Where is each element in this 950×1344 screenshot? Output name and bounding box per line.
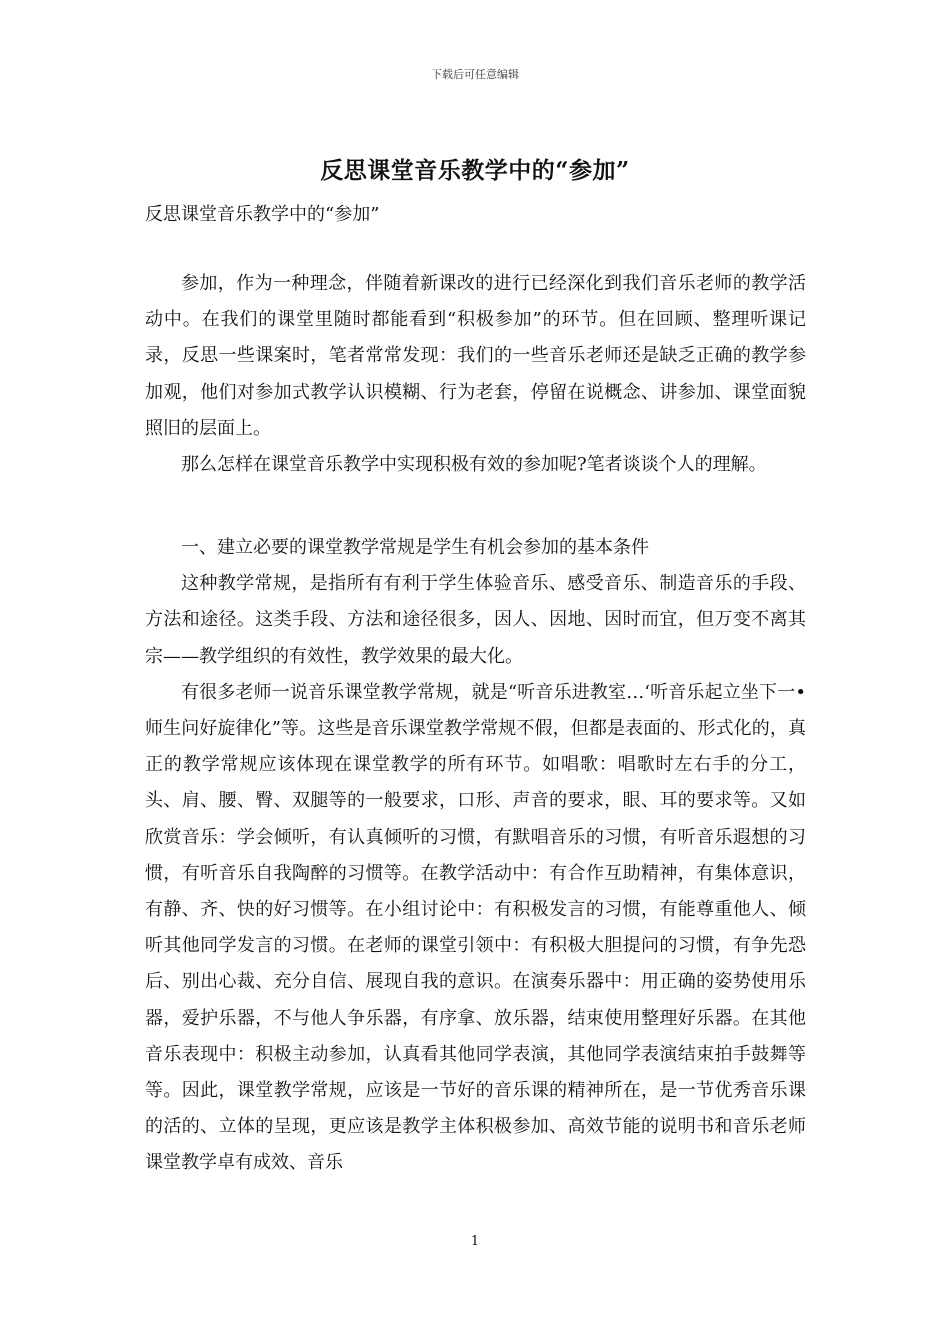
header-note: 下载后可任意编辑 [431,68,519,81]
paragraph: 这种教学常规，是指所有有利于学生体验音乐、感受音乐、制造音乐的手段、方法和途径。这类手段、方法和途径很多，因人、因地、因时而宜，但万变不离其宗——教学组织的有效性，教学效果的最大化。 [145,573,806,667]
intro-section [145,266,806,483]
document-title: 反思课堂音乐教学中的“参加” [320,157,630,184]
paragraph: 那么怎样在课堂音乐教学中实现积极有效的参加呢?笔者谈谈个人的理解。 [181,454,767,476]
section-heading: 一、建立必要的课堂教学常规是学生有机会参加的基本条件 [181,537,649,558]
paragraph: 参加，作为一种理念，伴随着新课改的进行已经深化到我们音乐老师的教学活动中。在我们的课堂里随时都能看到“积极参加”的环节。但在回顾、整理听课记录，反思一些课案时，笔者常常发现：我们的一些音乐老师还是缺乏正确的教学参加观，他们对参加式教学认识模糊、行为老套，停留在说概念、讲参加、课堂面貌照旧的层面上。 [145,273,806,439]
document-subtitle: 反思课堂音乐教学中的“参加” [145,204,380,225]
paragraph: 有很多老师一说音乐课堂教学常规，就是“听音乐进教室…‘听音乐起立坐下一•师生问好旋律化”等。这些是音乐课堂教学常规不假，但都是表面的、形式化的，真正的教学常规应该体现在课堂教学的所有环节。如唱歌：唱歌时左右手的分工，头、肩、腰、臀、双腿等的一般要求，口形、声音的要求，眼、耳的要求等。又如欣赏音乐：学会倾听，有认真倾听的习惯，有默唱音乐的习惯，有听音乐遐想的习惯，有听音乐自我陶醉的习惯等。在教学活动中：有合作互助精神，有集体意识，有静、齐、快的好习惯等。在小组讨论中：有积极发言的习惯，有能尊重他人、倾听其他同学发言的习惯。在老师的课堂引领中：有积极大胆提问的习惯，有争先恐后、别出心裁、充分自信、展现自我的意识。在演奏乐器中：用正确的姿势使用乐器，爱护乐器，不与他人争乐器，有序拿、放乐器，结束使用整理好乐器。在其他音乐表现中：积极主动参加，认真看其他同学表演，其他同学表演结束拍手鼓舞等等。因此，课堂教学常规，应该是一节好的音乐课的精神所在，是一节优秀音乐课的活的、立体的呈现，更应该是教学主体积极参加、高效节能的说明书和音乐老师课堂教学卓有成效、音乐 [145,681,806,1174]
page-number: 1 [470,1234,480,1249]
section-one [145,530,806,1182]
